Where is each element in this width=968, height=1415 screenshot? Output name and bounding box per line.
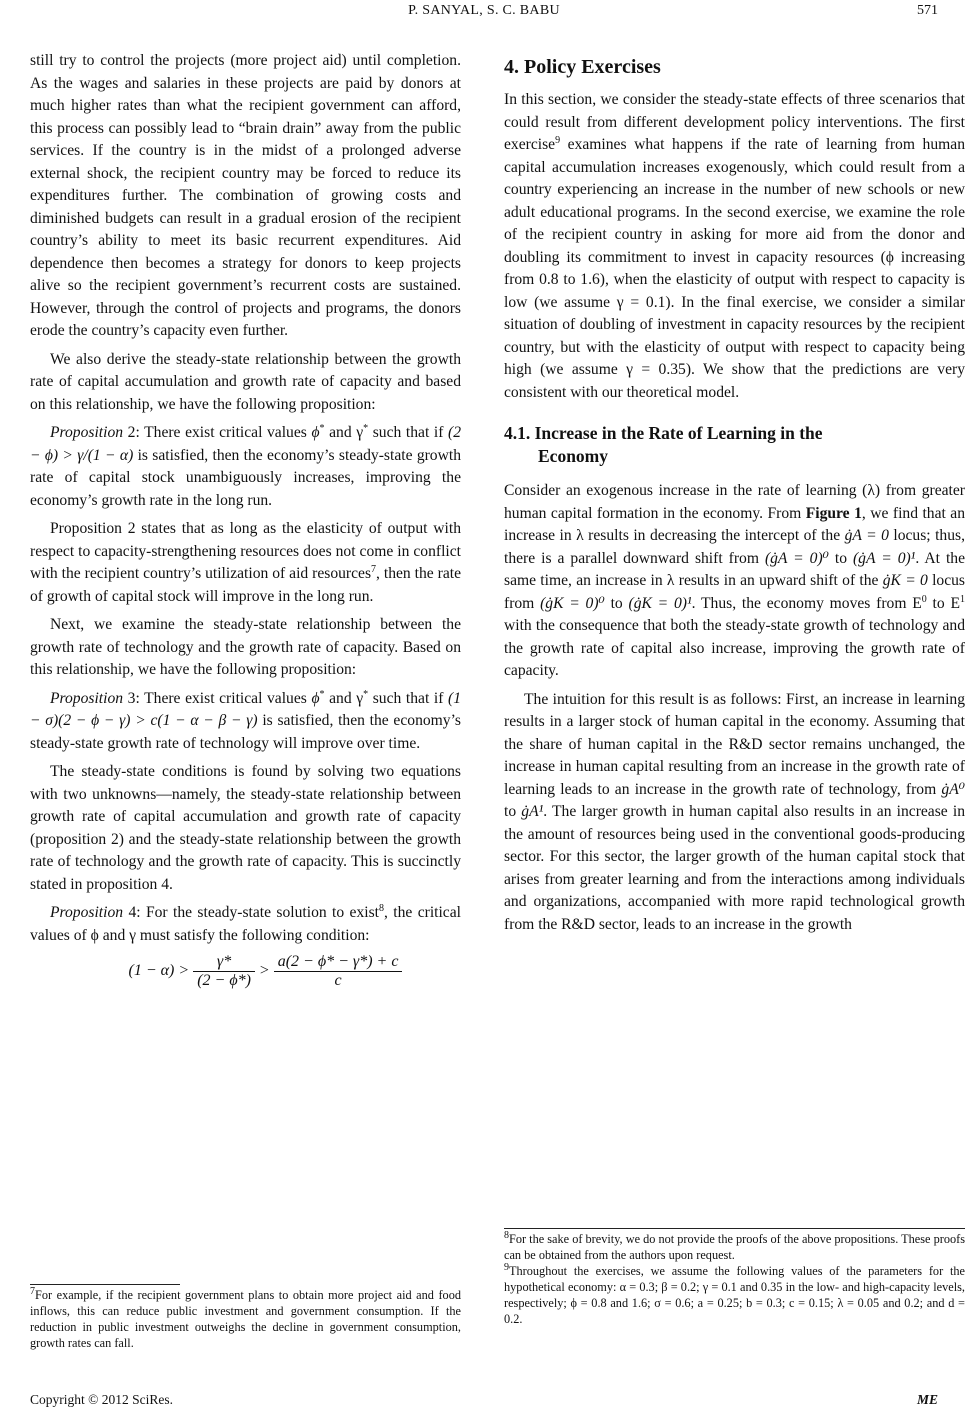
condition-formula — [70, 953, 461, 1023]
paragraph: Consider an exogenous increase in the rate of learning (λ) from greater human capital formation in the economy. From Figure 1, we find that an increase in λ results in decreasing the intercept of the ġA = 0 locus; thus, there is a parallel downward shift from (ġA = 0)⁰ to (ġA = 0)¹. At the same time, an increase in λ results in an upward shift of the ġK = 0 locus from (ġK = 0)⁰ to (ġK = 0)¹. Thus, the economy moves from $E^0$ to $E^1$ with the consequence that both the steady-state growth of technology and the growth rate of capital also increase, improving the growth rate of capacity. — [504, 482, 966, 679]
figure-ref: Figure 1 — [805, 504, 862, 522]
copyright: Copyright © 2012 SciRes. — [30, 1392, 174, 1407]
inequality: (2 − ϕ) > γ/(1 − α) — [30, 424, 462, 464]
paragraph: We also derive the steady-state relationship between the growth rate of capital accumulation and growth rate of capacity and based on this relationship, we have the following proposition: — [30, 350, 461, 413]
proposition-label: Proposition — [50, 424, 124, 441]
footnote-8: $^8$For the sake of brevity, we do not provide the proofs of the above propositions. These proofs can be obtained from the authors upon request. — [504, 1229, 965, 1262]
formula-fraction — [274, 953, 403, 990]
fraction-denominator: (2 − ϕ*) — [197, 972, 251, 989]
paragraph: The steady-state conditions is found by solving two equations with two unknowns—namely, the steady-state relationship between growth rate of capital accumulation and growth rate of capacity (proposition 2) and the steady-state relationship between the growth rate of technology and the growth rate of capacity. This is succinctly stated in proposition 4. — [30, 763, 461, 893]
proposition-2: Proposition 2: There exist critical values ϕ* and γ* such that if (2 − ϕ) > γ/(1 − α) is satisfied, then the economy’s steady-state growth rate of capital stock unambiguously increases, improving the economy’s growth rate in the long run. — [30, 422, 462, 509]
footnote-ref: 9 — [555, 134, 561, 146]
phi-symbol: ϕ — [311, 689, 320, 707]
page-number: 571 — [917, 3, 938, 18]
footnote-ref: 7 — [371, 563, 377, 575]
footnotes-left — [30, 1278, 461, 1351]
proposition-label: Proposition — [50, 904, 124, 921]
footnote-rule — [504, 1228, 965, 1229]
math-expr: ġK = 0 — [882, 572, 928, 589]
math-expr: (ġK = 0)¹ — [628, 594, 692, 612]
math-expr: (ġK = 0)⁰ — [540, 594, 605, 612]
paragraph: Next, we examine the steady-state relationship between the growth rate of technology and the growth rate of capacity. Based on this relationship, we have the following proposition: — [30, 616, 461, 678]
paragraph: The intuition for this result is as follows: First, an increase in learning results in a larger stock of human capital in the economy. Assuming that the share of human capital in the R&D sector remains unchanged, the increase in human capital resulting from an increase in the growth rate of learning leads to an increase in the growth rate of technology, from ġA⁰ to ġA¹. The larger growth in human capital also results in an increase in the amount of resources being used in the conventional goods-producing sector. For this sector, the larger growth of the human capital stock that arises from greater learning and from the interactions among individuals and organizations, accompanied with more rapid technological growth from the R&D sector, leads to an increase in the growth — [504, 690, 965, 933]
paragraph: In this section, we consider the steady-state effects of three scenarios that could result from different development policy interventions. The first exercise$^9$ examines what happens if the rate of learning from human capital accumulation increases exogenously, which could result from a country experiencing an increase in the number of new schools or new adult educational programs. In the second exercise, we examine the role of the recipient country in asking for more aid from the donor and doubling its commitment to invest in capacity resources (ϕ increasing from 0.8 to 1.6), when the elasticity of output with respect to capacity is low (we assume γ = 0.1). In the final exercise, we consider a similar situation of doubling of investment in capacity resources by the recipient country, but with the elasticity of output with respect to capacity being high (we assume γ = 0.35). We show that the predictions are very consistent with our theoretical model. — [504, 91, 965, 401]
formula-lhs: (1 − α) > — [128, 962, 190, 980]
footnotes-right — [504, 1222, 965, 1327]
proposition-3: Proposition 3: There exist critical values ϕ* and γ* such that if (1 − σ)(2 − ϕ − γ) > c(1 − α − β − γ) is satisfied, then the economy’s steady-state growth rate of technology will improve over time. — [30, 688, 462, 752]
right-column — [504, 50, 965, 942]
math-expr: (ġA = 0)⁰ — [764, 549, 829, 567]
proposition-label: Proposition — [50, 689, 124, 707]
math-expr: ġA¹ — [521, 803, 544, 820]
math-expr: ġA = 0 — [844, 527, 889, 544]
formula-fraction — [193, 953, 255, 990]
footnote-9: $^9$Throughout the exercises, we assume the following values of the parameters for the hypothetical economy: α = 0.3; β = 0.2; γ = 0.1 and 0.35 in the low- and high-capacity levels, respectively; ϕ = 0.8 and 1.6; σ = 0.6; a = 0.25; b = 0.3; c = 0.15; λ = 0.05 and 0.2; and d = 0.2. — [504, 1261, 965, 1326]
footnote-7: $^7$For example, if the recipient government plans to obtain more project aid and food inflows, this can reduce public investment and government consumption. If the reduction in public investment outweighs the decline in government consumption, growth rates can fall. — [30, 1285, 461, 1350]
formula-gt: > — [258, 962, 270, 980]
inequality: (1 − σ)(2 − ϕ − γ) > c(1 − α − β − γ) — [30, 689, 462, 729]
section-title: 4. Policy Exercises — [504, 56, 661, 78]
math-expr: (ġA = 0)¹ — [852, 549, 916, 567]
proposition-4: Proposition 4: For the steady-state solution to exist$^8$, the critical values of ϕ and γ must satisfy the following condition: — [30, 902, 461, 944]
journal-abbrev: ME — [916, 1392, 938, 1407]
math-expr: ġA⁰ — [941, 780, 965, 798]
paragraph: Proposition 2 states that as long as the elasticity of output with respect to capacity-strengthening resources does not come in conflict with the recipient country’s utilization of aid resources$^7$, then the rate of growth of capital stock will improve in the long run. — [30, 520, 461, 605]
page-header — [0, 3, 968, 23]
phi-symbol: ϕ — [311, 424, 320, 441]
fraction-denominator: c — [334, 972, 342, 989]
page-footer — [30, 1392, 938, 1412]
running-head: P. SANYAL, S. C. BABU — [408, 3, 560, 18]
footnote-rule — [30, 1284, 180, 1285]
paragraph: still try to control the projects (more project aid) until completion. As the wages and salaries in these projects are paid by donors at much higher rates than what the recipient government can afford, this process can possibly lead to “brain drain” away from the public services. If the country is in the midst of a prolonged adverse external shock, the recipient country may be forced to reduce its expenditures further. The combination of growing costs and diminished budgets can result in a gradual erosion of the recipient country’s ability to meet its basic recurrent expenditures. Aid dependence then becomes a strategy for donors to keep projects alive so the recipient government’s recurrent costs are sustained. However, through the control of projects and programs, the donors erode the country’s capacity even further. — [30, 52, 461, 339]
subsection-title: 4.1. Increase in the Rate of Learning in the Economy — [504, 423, 823, 466]
footnote-ref: 8 — [379, 902, 384, 914]
left-column — [30, 50, 461, 1035]
fraction-numerator: a(2 − ϕ* − γ*) + c — [274, 953, 403, 972]
fraction-numerator: γ* — [193, 953, 255, 972]
